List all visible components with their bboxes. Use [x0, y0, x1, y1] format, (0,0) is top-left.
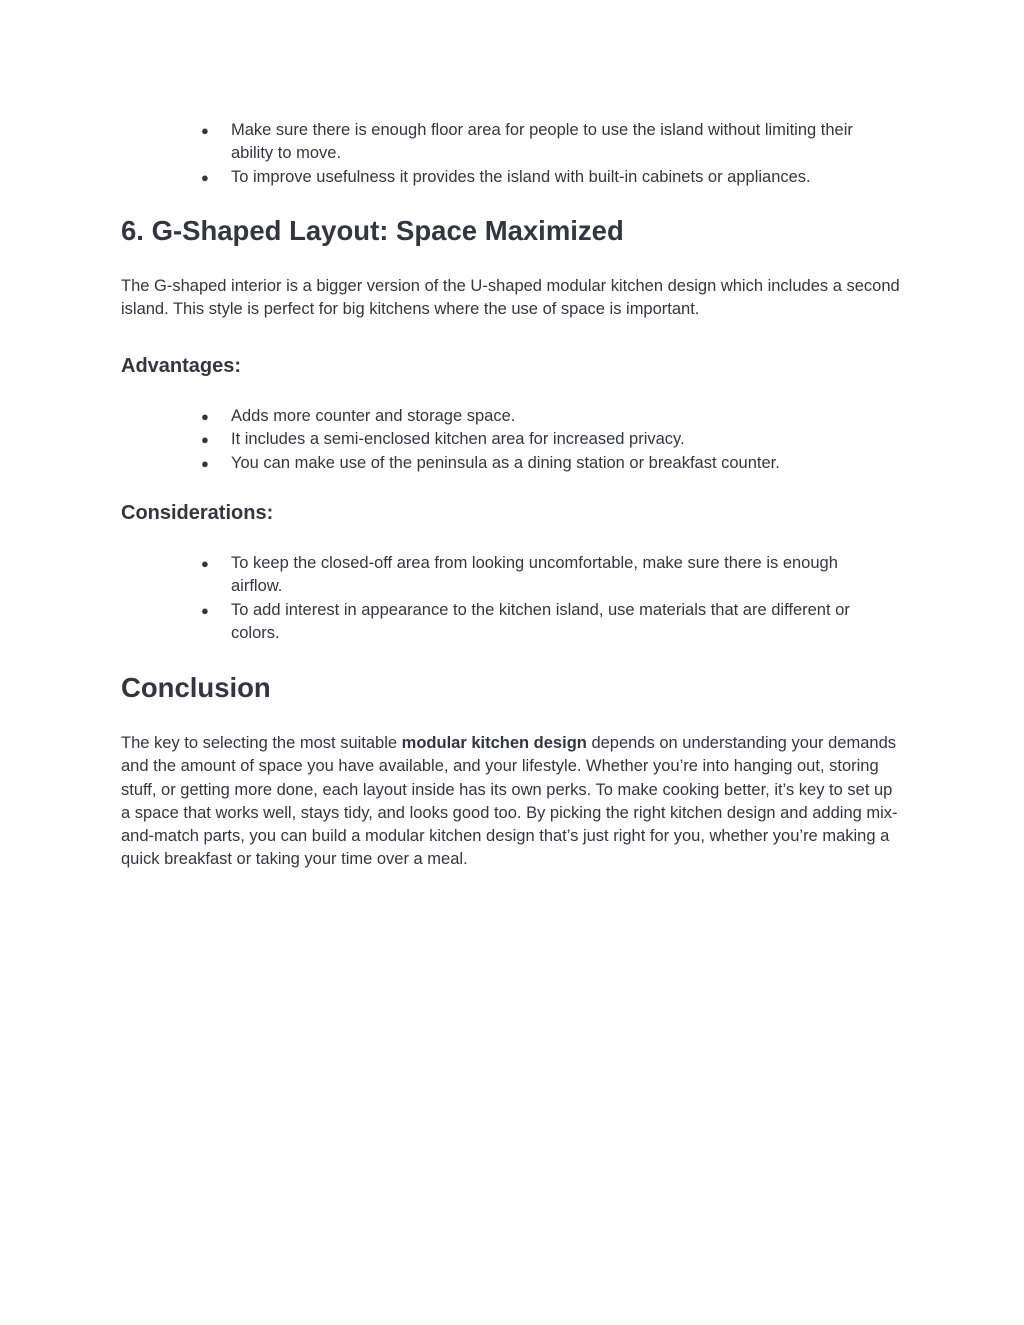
list-item: ● Adds more counter and storage space.: [201, 405, 891, 428]
list-item: ● Make sure there is enough floor area for people to use the island without limiting their ability to move.: [201, 121, 853, 163]
conclusion-paragraph: The key to selecting the most suitable modular kitchen design depends on understanding your demands and the amount of space you have available, and your lifestyle. Whether you’re into hanging out, storing stuff, or getting more done, each layout inside has its own perks. To make cooking better, it’s key to set up a space that works well, stays tidy, and looks good too. By picking the right kitchen design and adding mix-and-match parts, you can build a modular kitchen design that’s just right for you, whether you’re making a quick breakfast or taking your time over a meal.: [121, 734, 898, 869]
advantages-heading: Advantages:: [121, 355, 242, 377]
list-item: ● To improve usefulness it provides the island with built-in cabinets or appliances.: [201, 166, 891, 189]
list-item: ● It includes a semi-enclosed kitchen area for increased privacy.: [201, 428, 891, 451]
advantages-list: [201, 405, 891, 475]
list-item: ● To keep the closed-off area from looking uncomfortable, make sure there is enough airflow.: [201, 554, 838, 596]
conclusion-keyword: modular kitchen design: [401, 734, 587, 752]
section-heading-g-shaped: 6. G-Shaped Layout: Space Maximized: [121, 215, 624, 246]
list-item: ● To add interest in appearance to the kitchen island, use materials that are different or colors.: [201, 600, 850, 642]
bullet-icon: ●: [201, 556, 209, 571]
list-item: ● You can make use of the peninsula as a dining station or breakfast counter.: [201, 452, 891, 475]
section-paragraph-g-shaped: The G-shaped interior is a bigger version of the U-shaped modular kitchen design which includes a second island. This style is perfect for big kitchens where the use of space is important.: [121, 277, 900, 319]
conclusion-heading: Conclusion: [121, 672, 271, 703]
bullet-icon: ●: [201, 409, 209, 424]
bullet-icon: ●: [201, 432, 209, 448]
bullet-icon: ●: [201, 602, 209, 618]
bullet-icon: ●: [201, 455, 209, 471]
bullet-icon: ●: [201, 169, 209, 185]
bullet-icon: ●: [201, 123, 209, 138]
considerations-list: [201, 552, 891, 645]
island-considerations-list: [201, 119, 891, 189]
considerations-heading: Considerations:: [121, 502, 274, 524]
